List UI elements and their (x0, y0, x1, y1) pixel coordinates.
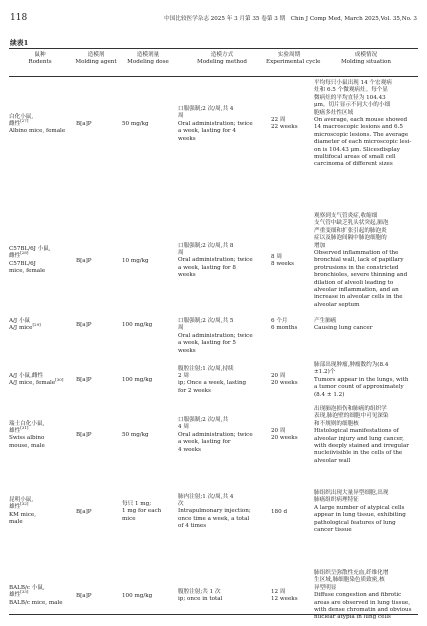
cell-rodent: A/J 小鼠,雌性 A/J mice, female[30] (9, 373, 64, 387)
cell-dose: 100 mg/kg (122, 377, 153, 383)
cell-method: 口服强制;2 次/周,共 4 周 Oral administration; twice a week, lasting for 4 weeks (178, 417, 253, 453)
cell-agent: B[a]P (76, 121, 92, 127)
cell-situation: 肺部出现肿瘤,肿瘤数约为(8.4 ±1.2)个 Tumors appear in the lungs, with a tumor count of approximately (8.4 ± 1.2) (314, 362, 409, 398)
column-header-en: Modeling dose (127, 59, 169, 65)
cell-dose: 每只 1 mg; 1 mg for each mice (122, 501, 162, 522)
column-header-en: Rodents (28, 59, 52, 65)
cell-situation: 出现肺泡损伤和肺癌的组织学 表现,肺泡壁的细胞中可见深染 和不规则的细胞核 Histological manifestations of alveolar injury and lung cancer, with deeply stained and irregular nucleiivisible in the cells of the alveolar wall (314, 406, 409, 464)
cell-agent: B[a]P (76, 377, 92, 383)
cell-method: 腹腔注射;共 1 次 ip; once in total (178, 588, 223, 602)
cell-cycle: 12 周 12 weeks (271, 588, 298, 602)
reference-marker: [33] (20, 589, 29, 595)
column-header-cn: 造模方式 (210, 52, 234, 58)
cell-dose: 100 mg/kg (122, 592, 153, 599)
cell-agent: B[a]P (76, 257, 92, 264)
journal-citation: 中国比较医学杂志 2025 年 3 月第 35 卷第 3 期 Chin J Comp Med, March 2025,Vol. 35,No. 3 (164, 16, 417, 22)
column-header-cn: 实验周期 (277, 52, 301, 58)
reference-marker: [27] (20, 118, 29, 124)
cell-cycle: 22 周 22 weeks (271, 117, 298, 131)
table-title: 续表1 (10, 39, 29, 47)
reference-marker: [28] (20, 250, 29, 256)
column-header-cn: 造模剂量 (136, 52, 160, 58)
column-header-method (178, 52, 266, 66)
cell-agent: B[a]P (76, 508, 92, 515)
cell-situation: 产生肺癌 Causing lung cancer (314, 318, 373, 332)
column-header-en: Experimental cycle (266, 59, 321, 65)
column-header-en: Molding situation (340, 59, 392, 65)
cell-situation: 肺组织呈弥散性充血,纤维化增 生区域,肺细胞染色质致密,核 异型明显 Diffuse congestion and fibrotic areas are observed in lung tissue, with dense chromatin and obvious nuclear atypia in lung cells (314, 570, 412, 621)
column-header-dose (122, 52, 174, 66)
reference-marker: [30] (55, 377, 64, 383)
column-header-cn: 造模剂 (87, 52, 105, 58)
table-top-rule (9, 48, 418, 49)
cell-situation: 平均每只小鼠出现 14 个宏观病 灶和 6.5 个微观病灶。每个显 微病灶的平均直径为 104.43 μm。切片显示不同大小的小细 胞癌多灶性区域 On average, each mouse showed 14 macroscopic lesions and 6.5 microscopic lesions. The average diameter of each microscopic lesi- on is 104.43 μm. Slicesdisplay multifocal areas of small cell carcinoma of different sizes (314, 80, 412, 168)
column-header-cn: 鼠种 (34, 52, 46, 58)
cell-method: 腹腔注射;1 次/周,持续 2 周 ip; Once a week, lasting for 2 weeks (178, 365, 247, 394)
cell-cycle: 6 个月 6 months (271, 318, 298, 332)
cell-method: 肺内注射;1 次/周,共 4 次 Intrapulmonary injection; once time a week, a total of 4 times (178, 493, 251, 530)
column-header-cn: 成模情况 (354, 52, 378, 58)
cell-method: 口服强制;2 次/周,共 8 周 Oral administration; twice a week, lasting for 8 weeks (178, 242, 253, 279)
cell-situation: 肺组织出现大量异型细胞,出现 肺癌组织病理特征 A large number of atypical cells appear in lung tissue, exhibiting pathological features of lung cancer tissue (314, 490, 406, 534)
cell-situation: 观察到支气管炎症,收缩细 支气管中缺乏乳头状突起,肺泡 严重变细和扩张引起的肺泡炎 症以及肺泡间隔中肺泡细胞的 增加 Observed inflammation of the bronchial wall, lack of papillary protrusions in the constricted bronchioles, severe thinning and dilation of alveoli leading to alveolar inflammation, and an increase in alveolar cells in the alveolar septum (314, 213, 408, 308)
column-header-situation (314, 52, 418, 66)
cell-cycle: 20 周 20 weeks (271, 373, 298, 387)
cell-dose: 10 mg/kg (122, 257, 149, 264)
cell-rodent: C57BL/6J 小鼠, 雌性[28] C57BL/6J mice, female (9, 246, 51, 275)
column-header-en: Modeling method (197, 59, 247, 65)
cell-method: 口服强制;2 次/周,共 4 周 Oral administration; twice a week, lasting for 4 weeks (178, 106, 253, 142)
column-header-cycle (266, 52, 321, 66)
cell-cycle: 8 周 8 weeks (271, 253, 295, 267)
page-header (10, 13, 417, 27)
reference-marker: [31] (20, 425, 29, 431)
cell-cycle: 180 d (271, 508, 288, 515)
column-header-en: Molding agent (75, 59, 117, 65)
cell-rodent: 昆明小鼠, 雄性[32] KM mice, male (9, 497, 36, 526)
cell-cycle: 20 周 20 weeks (271, 428, 298, 442)
cell-rodent: 瑞士白化小鼠, 雄性[31] Swiss albino mouse, male (9, 420, 45, 449)
reference-marker: [29] (32, 322, 41, 328)
cell-agent: B[a]P (76, 592, 92, 599)
column-header-rodent (9, 52, 71, 66)
cell-dose: 100 mg/kg (122, 322, 153, 328)
cell-rodent: A/J 小鼠 A/J mice[29] (9, 318, 41, 332)
cell-rodent: BALB/c 小鼠, 雄性[33] BALB/c mice, male (9, 585, 63, 606)
table-header-rule (9, 76, 418, 77)
cell-rodent: 白化小鼠, 雌性[27] Albino mice, female (9, 113, 66, 135)
reference-marker: [32] (20, 501, 29, 507)
cell-method: 口服强制;2 次/周,共 5 周 Oral administration; twice a week, lasting for 5 weeks (178, 318, 253, 354)
page-number: 118 (10, 13, 28, 23)
cell-agent: B[a]P (76, 322, 92, 328)
cell-dose: 50 mg/kg (122, 121, 149, 127)
column-header-agent (70, 52, 122, 66)
cell-dose: 50 mg/kg (122, 432, 149, 438)
cell-agent: B[a]P (76, 432, 92, 438)
